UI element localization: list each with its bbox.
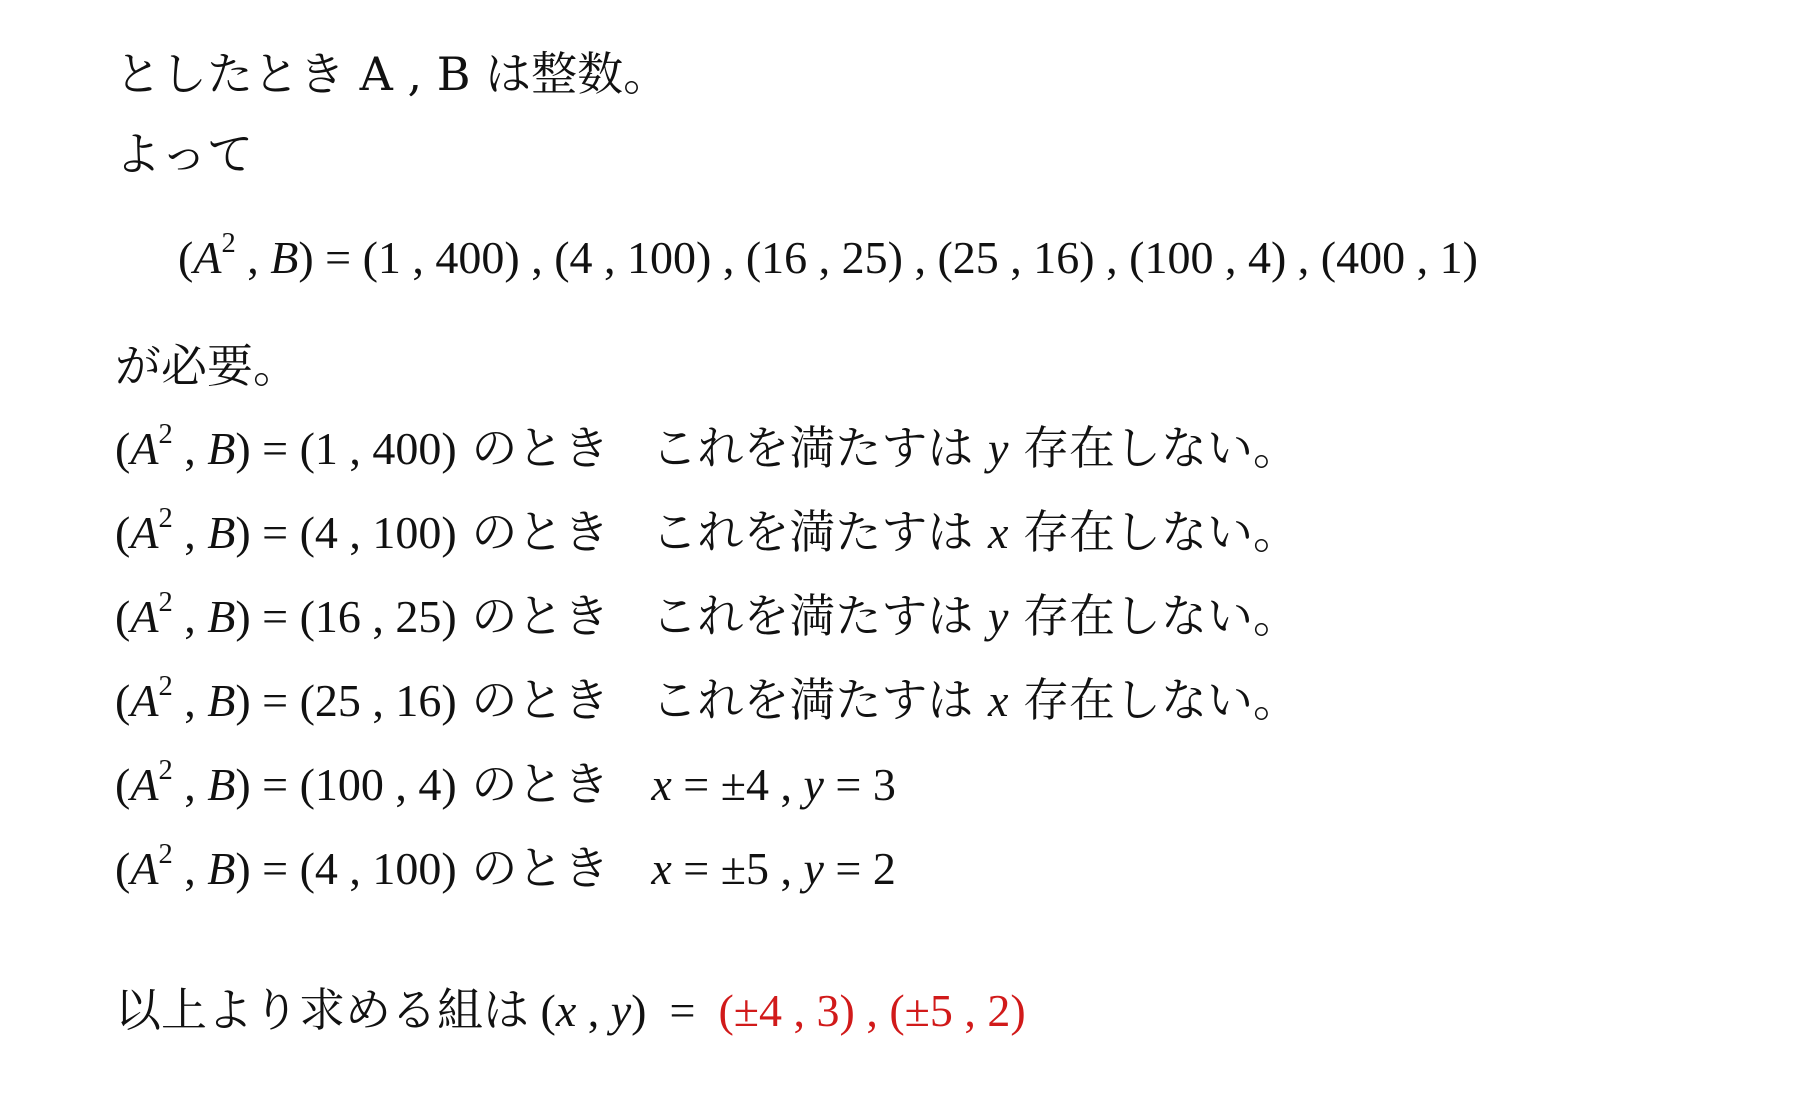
sol-x-value: = ±5 , [683,843,792,894]
case-note: これを満たすは [651,505,974,559]
case-note: これを満たすは [651,673,974,727]
sol-y-value: = 2 [835,843,896,894]
eq-a: A [193,232,222,283]
lhs-b: B [207,423,236,474]
case-pair: (16 , 25) [299,591,457,642]
case-pair: (1 , 400) [299,423,457,474]
case-var: y [987,591,1009,642]
case-line: ($A^2$ , B) = (25 , 16) のとき これを満たすは x 存在しない。 [115,671,1300,727]
intro-line: としたとき A , B は整数。 [115,47,670,101]
case-suffix: のとき [471,589,610,643]
case-tail: 存在しない。 [1023,589,1300,643]
lhs-a: A [130,675,159,726]
case-line: ($A^2$ , B) = (4 , 100) のとき これを満たすは x 存在しない。 [115,503,1300,559]
case-pair: (100 , 4) [299,759,457,810]
conclusion-line: 以上より求める組は (x , y) = (±4 , 3) , (±5 , 2) [115,983,1026,1037]
case-suffix: のとき [471,841,610,895]
case-pair: (4 , 100) [299,507,457,558]
case-var: x [987,507,1009,558]
case-var: x [987,675,1009,726]
conclusion-x: x [555,985,577,1036]
case-line: ($A^2$ , B) = (100 , 4) のとき x = ±4 , y = 3 [115,755,896,811]
conclusion-y: y [610,985,632,1036]
case-note: これを満たすは [651,421,974,475]
lhs-a: A [130,507,159,558]
sol-y: y [803,759,824,810]
case-tail: 存在しない。 [1023,421,1300,475]
case-var: y [987,423,1009,474]
lhs-b: B [207,843,236,894]
main-equation: ($A^2$ , B) = (1 , 400) , (4 , 100) , (16 , 25) , (25 , 16) , (100 , 4) , (400 , 1) [178,228,1478,283]
lhs-a: A [130,591,159,642]
case-note: これを満たすは [651,589,974,643]
case-suffix: のとき [471,757,610,811]
lhs-a: A [130,759,159,810]
lhs-b: B [207,591,236,642]
case-suffix: のとき [471,505,610,559]
lhs-b: B [207,759,236,810]
therefore-line: よって [115,127,253,181]
case-line: ($A^2$ , B) = (4 , 100) のとき x = ±5 , y = 2 [115,839,896,895]
answer-text: (±4 , 3) , (±5 , 2) [718,985,1026,1036]
lhs-exp: 2 [158,587,173,619]
sol-y: y [803,843,824,894]
case-pair: (4 , 100) [299,843,457,894]
case-line: ($A^2$ , B) = (16 , 25) のとき これを満たすは y 存在しない。 [115,587,1300,643]
eq-b: B [270,232,299,283]
case-tail: 存在しない。 [1023,673,1300,727]
case-line: ($A^2$ , B) = (1 , 400) のとき これを満たすは y 存在しない。 [115,419,1300,475]
lhs-b: B [207,675,236,726]
sol-x: x [651,843,672,894]
case-suffix: のとき [471,421,610,475]
case-suffix: のとき [471,673,610,727]
lhs-b: B [207,507,236,558]
lhs-exp: 2 [158,839,173,871]
lhs-a: A [130,423,159,474]
sol-x: x [651,759,672,810]
necessary-line: が必要。 [115,339,299,393]
case-pair: (25 , 16) [299,675,457,726]
lhs-a: A [130,843,159,894]
sol-x-value: = ±4 , [683,759,792,810]
lhs-exp: 2 [158,503,173,535]
lhs-exp: 2 [158,671,173,703]
case-tail: 存在しない。 [1023,505,1300,559]
lhs-exp: 2 [158,419,173,451]
sol-y-value: = 3 [835,759,896,810]
lhs-exp: 2 [158,755,173,787]
eq-rhs: = (1 , 400) , (4 , 100) , (16 , 25) , (25 , 16) , (100 , 4) , (400 , 1) [325,232,1478,283]
conclusion-prefix: 以上より求める組は [115,983,529,1037]
eq-exponent: 2 [221,228,236,260]
conclusion-equals: = [669,985,696,1036]
